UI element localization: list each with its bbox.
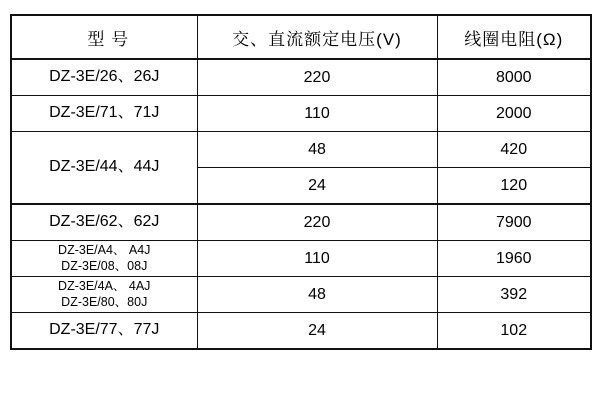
- table-row: [11, 277, 591, 313]
- cell-model: DZ-3E/A4、 A4J DZ-3E/08、08J: [11, 241, 197, 277]
- cell-resistance: 392: [437, 277, 591, 313]
- cell-model: DZ-3E/26、26J: [11, 59, 197, 96]
- table-row: [11, 241, 591, 277]
- relay-spec-table: [10, 14, 592, 350]
- table-header: [11, 15, 591, 59]
- cell-voltage: 48: [197, 277, 437, 313]
- table-row: [11, 96, 591, 132]
- cell-model: DZ-3E/71、71J: [11, 96, 197, 132]
- table-row: [11, 313, 591, 350]
- table-header-row: [11, 15, 591, 59]
- cell-voltage: 110: [197, 241, 437, 277]
- cell-resistance: 2000: [437, 96, 591, 132]
- column-header-voltage: 交、直流额定电压(V): [197, 15, 437, 59]
- table-row: [11, 204, 591, 241]
- cell-resistance: 8000: [437, 59, 591, 96]
- cell-resistance: 1960: [437, 241, 591, 277]
- cell-voltage: 110: [197, 96, 437, 132]
- cell-voltage: 220: [197, 59, 437, 96]
- cell-voltage: 220: [197, 204, 437, 241]
- cell-resistance: 102: [437, 313, 591, 350]
- cell-model: DZ-3E/77、77J: [11, 313, 197, 350]
- cell-model: DZ-3E/62、62J: [11, 204, 197, 241]
- table-row: [11, 59, 591, 96]
- cell-resistance: 120: [437, 168, 591, 205]
- cell-resistance: 420: [437, 132, 591, 168]
- table-body: [11, 59, 591, 349]
- column-header-resistance: 线圈电阻(Ω): [437, 15, 591, 59]
- column-header-model: 型 号: [11, 15, 197, 59]
- cell-voltage: 24: [197, 313, 437, 350]
- cell-voltage: 24: [197, 168, 437, 205]
- cell-model: DZ-3E/44、44J: [11, 132, 197, 205]
- cell-resistance: 7900: [437, 204, 591, 241]
- cell-voltage: 48: [197, 132, 437, 168]
- cell-model: DZ-3E/4A、 4AJ DZ-3E/80、80J: [11, 277, 197, 313]
- table-row: [11, 132, 591, 168]
